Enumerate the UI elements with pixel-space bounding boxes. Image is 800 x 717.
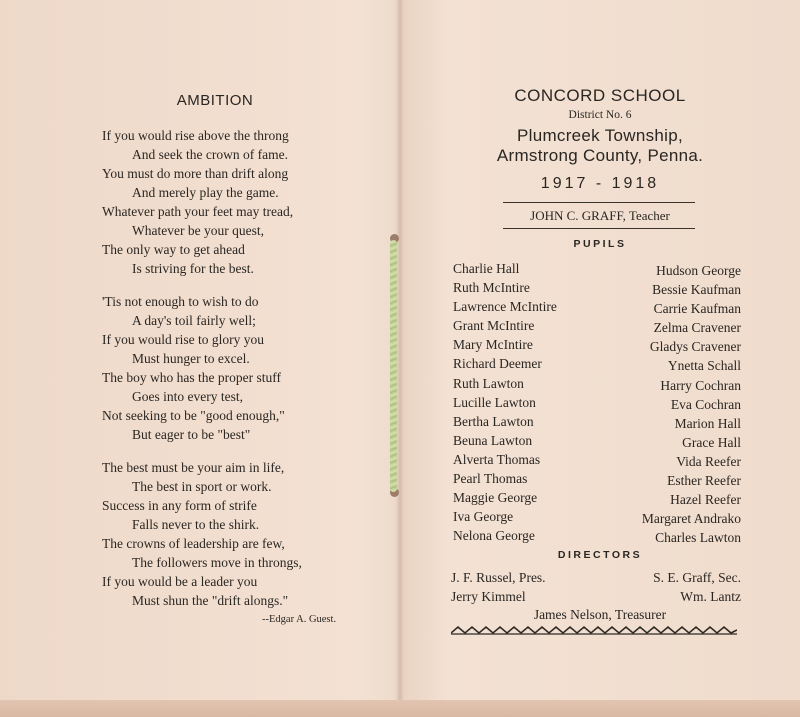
poem-line: Whatever path your feet may tread, — [102, 204, 294, 219]
poem-line: A day's toil fairly well; — [132, 313, 256, 328]
pupil-name: Hazel Reefer — [670, 492, 741, 508]
pupil-name: Alverta Thomas — [453, 451, 541, 467]
school-name: CONCORD SCHOOL — [514, 86, 686, 105]
directors-heading: DIRECTORS — [557, 549, 643, 561]
poem-line: But eager to be "best" — [132, 427, 251, 442]
pupil-name: Charlie Hall — [453, 261, 520, 276]
teacher-name: JOHN C. GRAFF, Teacher — [530, 208, 670, 223]
poem-line: And seek the crown of fame. — [132, 147, 288, 162]
director-name: Jerry Kimmel — [451, 589, 526, 605]
pupil-name: Nelona George — [453, 528, 535, 544]
pupil-name: Vida Reefer — [676, 453, 741, 469]
district-label: District No. 6 — [568, 109, 632, 121]
pupil-name: Esther Reefer — [667, 473, 741, 489]
pupil-name: Carrie Kaufman — [653, 301, 741, 317]
center-fold — [396, 0, 404, 717]
poem-line: The crowns of leadership are few, — [102, 536, 285, 551]
poem-line: 'Tis not enough to wish to do — [102, 294, 259, 309]
pupil-name: Iva George — [453, 509, 514, 525]
pupil-name: Lawrence McIntire — [453, 299, 557, 315]
directors-left-column — [451, 568, 546, 606]
poem-line: Not seeking to be "good enough," — [102, 408, 285, 423]
poem-line: If you would be a leader you — [102, 574, 258, 589]
pupil-name: Beuna Lawton — [453, 432, 533, 448]
poem-author: --Edgar A. Guest. — [262, 614, 337, 625]
pupil-name: Maggie George — [453, 490, 538, 506]
treasurer-name: James Nelson, Treasurer — [533, 607, 667, 622]
director-name: J. F. Russel, Pres. — [451, 570, 546, 585]
pupil-name: Margaret Andrako — [641, 511, 741, 527]
pupil-name: Grant McIntire — [453, 318, 535, 334]
poem-stanza-1 — [102, 126, 342, 278]
decorative-border-ornament — [451, 624, 737, 636]
pupil-name: Charles Lawton — [655, 530, 741, 546]
pupil-name: Ynetta Schall — [667, 358, 741, 374]
pupil-name: Eva Cochran — [670, 396, 741, 412]
director-name: S. E. Graff, Sec. — [653, 570, 741, 585]
pupil-name: Hudson George — [656, 263, 741, 278]
poem-line: Goes into every test, — [132, 389, 243, 404]
binding-string — [390, 240, 397, 492]
poem-stanza-2 — [102, 292, 342, 444]
pupil-name: Lucille Lawton — [453, 394, 536, 410]
directors-right-column — [590, 568, 741, 606]
pupil-name: Ruth Lawton — [453, 375, 524, 391]
poem-stanza-3 — [102, 458, 342, 610]
poem-title: AMBITION — [176, 92, 254, 109]
poem-line: And merely play the game. — [132, 185, 279, 200]
pupil-name: Harry Cochran — [660, 377, 741, 393]
pupil-name: Grace Hall — [682, 434, 741, 450]
poem-line: Success in any form of strife — [102, 498, 257, 513]
pupils-left-column — [453, 259, 557, 545]
poem-line: Is striving for the best. — [132, 261, 254, 276]
pupil-name: Pearl Thomas — [453, 471, 528, 487]
pupil-name: Bertha Lawton — [453, 413, 534, 429]
pupil-name: Gladys Cravener — [649, 339, 741, 355]
poem-line: The best must be your aim in life, — [102, 460, 285, 475]
pupil-name: Richard Deemer — [453, 356, 542, 372]
poem-line: Falls never to the shirk. — [132, 517, 260, 532]
director-name: Wm. Lantz — [680, 589, 741, 605]
card-bottom-edge — [0, 700, 800, 717]
poem-line: Whatever be your quest, — [132, 223, 264, 238]
teacher-rule-bottom — [503, 228, 695, 229]
pupil-name: Marion Hall — [674, 415, 741, 431]
poem-line: The only way to get ahead — [102, 242, 245, 257]
poem-line: The boy who has the proper stuff — [102, 370, 281, 385]
pupils-right-column — [590, 261, 741, 547]
poem-line: Must hunger to excel. — [132, 351, 250, 366]
pupil-name: Mary McIntire — [453, 337, 533, 353]
township-label: Plumcreek Township, — [516, 126, 683, 145]
poem-line: You must do more than drift along — [102, 166, 289, 181]
pupil-name: Bessie Kaufman — [652, 282, 741, 298]
poem-line: If you would rise to glory you — [102, 332, 264, 347]
school-year: 1917 - 1918 — [540, 175, 660, 192]
poem-line: Must shun the "drift alongs." — [132, 593, 289, 608]
poem-line: The best in sport or work. — [132, 479, 272, 494]
poem-line: If you would rise above the throng — [102, 128, 289, 143]
poem-line: The followers move in throngs, — [132, 555, 302, 570]
teacher-rule-top — [503, 202, 695, 203]
county-label: Armstrong County, Penna. — [496, 146, 704, 165]
pupil-name: Ruth McIntire — [453, 280, 530, 296]
pupil-name: Zelma Cravener — [653, 320, 741, 336]
pupils-heading: PUPILS — [573, 238, 627, 250]
